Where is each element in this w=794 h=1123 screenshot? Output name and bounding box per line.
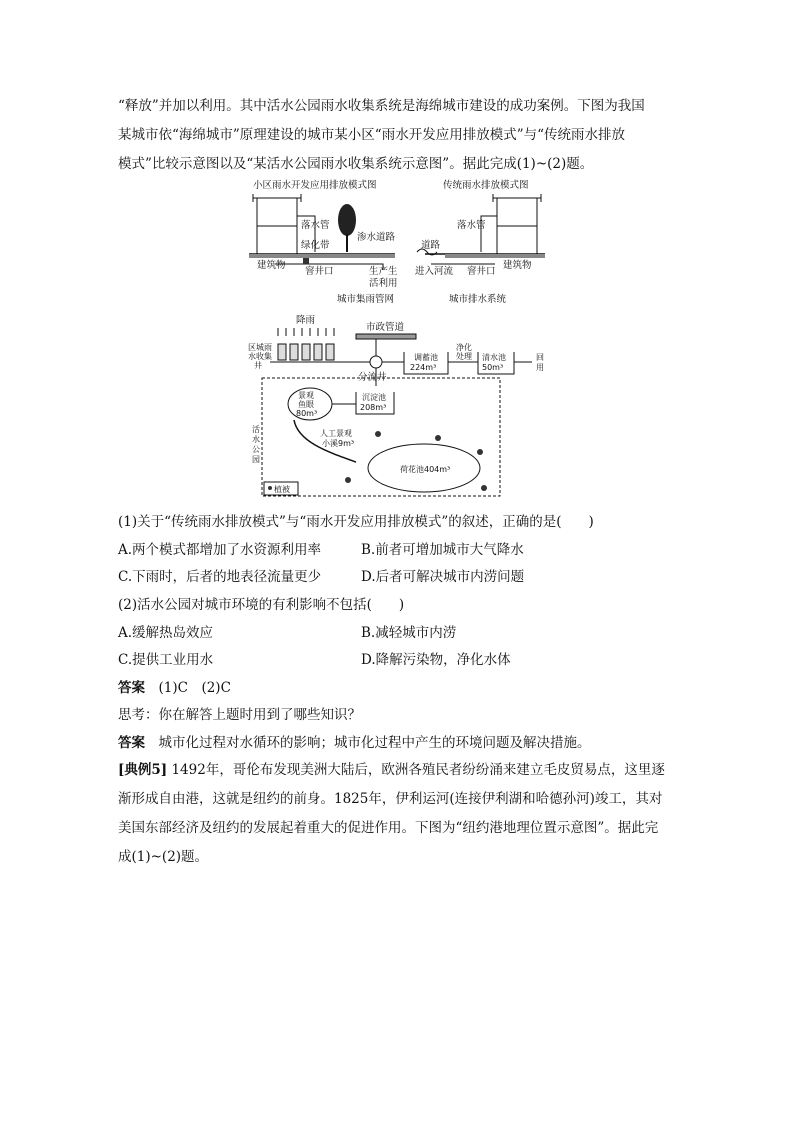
answer-2	[118, 731, 591, 751]
municipal-label: 市政管道	[366, 322, 405, 333]
right-figure-title: 传统雨水排放模式图	[443, 180, 529, 191]
answer-1-label: 答案	[118, 680, 145, 696]
q1-stem: (1)关于“传统雨水排放模式”与“雨水开发应用排放模式”的叙述，正确的是( )	[118, 514, 594, 530]
intro-line-3: 模式”比较示意图以及“某活水公园雨水收集系统示意图”。据此完成(1)~(2)题。	[118, 156, 594, 172]
collection-wells-icon	[278, 344, 334, 360]
q1-option-d: D.后者可解决城市内涝问题	[361, 569, 525, 585]
collect-label-1: 区城雨	[248, 343, 272, 352]
q2-option-d: D.降解污染物，净化水体	[361, 652, 511, 668]
purify-label-2: 处理	[456, 352, 472, 361]
right-manhole-label: 窨井口	[467, 266, 496, 277]
clear-label: 清水池	[482, 353, 506, 362]
example5-line-4: 成(1)~(2)题。	[118, 849, 209, 865]
right-ground-fill	[445, 254, 545, 258]
purify-label-1: 净化	[456, 343, 472, 352]
municipal-pipe	[356, 334, 416, 339]
q1-option-b: B.前者可增加城市大气降水	[361, 542, 524, 558]
clear-volume: 50m³	[482, 363, 504, 372]
fish-label-1: 景观	[298, 391, 314, 400]
settle-label-1: 沉淀池	[362, 393, 386, 402]
answer-2-text: 城市化过程对水循环的影响；城市化过程中产生的环境问题及解决措施。	[158, 735, 591, 751]
answer-1-text: (1)C (2)C	[158, 680, 231, 696]
right-building-label: 建筑物	[503, 260, 532, 271]
tree-icon	[338, 204, 356, 252]
rain-label: 降雨	[296, 315, 316, 326]
left-building	[253, 194, 301, 254]
vegetation-label: 植被	[274, 485, 290, 494]
intro-line-2: 某城市依“海绵城市”原理建设的城市某小区“雨水开发应用排放模式”与“传统雨水排放	[118, 127, 626, 143]
left-downpipe-label: 落水管	[301, 220, 330, 231]
tank-label: 调蓄池	[414, 353, 438, 362]
q1-option-c: C.下雨时，后者的地表径流量更少	[118, 569, 322, 585]
collect-label-2: 水收集	[248, 352, 272, 361]
answer-1	[118, 676, 231, 696]
q2-stem: (2)活水公园对城市环境的有利影响不包括( )	[118, 597, 405, 613]
collect-label-3: 井	[254, 361, 262, 370]
reuse-label-2: 用	[536, 363, 544, 372]
left-figure-title: 小区雨水开发应用排放模式图	[253, 180, 377, 191]
example5-line-1	[118, 758, 665, 778]
tank-volume: 224m³	[410, 363, 437, 372]
park-label-4: 园	[252, 455, 260, 464]
park-label-1: 活	[252, 425, 260, 434]
left-caption: 城市集雨管网	[337, 294, 395, 305]
park-rainwater-system-figure	[248, 312, 554, 500]
permeable-road-label: 渗水道路	[357, 232, 396, 243]
stream-label-1: 人工景观	[320, 429, 352, 438]
example5-text-1: 1492年，哥伦布发现美洲大陆后，欧洲各殖民者纷纷涌来建立毛皮贸易点，这里逐	[171, 762, 665, 778]
example5-tag: [典例5]	[118, 762, 168, 778]
example5-line-3: 美国东部经济及纽约的发展起着重大的促进作用。下图为“纽约港地理位置示意图”。据此完	[118, 820, 659, 836]
example5-line-2: 渐形成自由港，这就是纽约的前身。1825年，伊利运河(连接伊利湖和哈德孙河)竣工，其对	[118, 791, 663, 807]
left-building-label: 建筑物	[257, 260, 286, 271]
split-label: 分流井	[358, 372, 387, 383]
fish-label-3: 80m³	[296, 409, 318, 418]
q2-option-b: B.减轻城市内涝	[361, 625, 457, 641]
left-ground-fill	[249, 254, 395, 258]
q2-option-c: C.提供工业用水	[118, 652, 214, 668]
settle-label-2: 208m³	[360, 403, 387, 412]
think-question: 思考：你在解答上题时用到了哪些知识？	[118, 707, 361, 723]
reuse-label-1: 生产生	[369, 266, 398, 277]
q2-option-a: A.缓解热岛效应	[118, 625, 214, 641]
stream-label-2: 小溪9m³	[322, 439, 355, 448]
lotus-label: 荷花池404m³	[400, 465, 451, 474]
answer-2-label: 答案	[118, 735, 145, 751]
right-downpipe-label: 落水管	[457, 220, 486, 231]
reuse-label-2: 活利用	[369, 278, 398, 289]
to-river-label: 进入河流	[415, 266, 454, 277]
rain-arrows-icon	[278, 328, 334, 336]
q1-option-a: A.两个模式都增加了水资源利用率	[118, 542, 322, 558]
right-caption: 城市排水系统	[449, 294, 507, 305]
intro-line-1: “释放”并加以利用。其中活水公园雨水收集系统是海绵城市建设的成功案例。下图为我国	[118, 98, 645, 114]
right-road-label: 道路	[421, 240, 441, 251]
right-building	[493, 194, 541, 254]
park-label-2: 水	[252, 435, 260, 444]
rainwater-mode-comparison-figure	[245, 176, 555, 306]
park-label-3: 公	[252, 445, 260, 454]
greenbelt-label: 绿化带	[301, 240, 330, 251]
fish-label-2: 鱼眼	[298, 400, 314, 409]
reuse-label-1: 回	[536, 353, 544, 362]
left-manhole-label: 窨井口	[305, 266, 334, 277]
split-well-icon	[370, 356, 382, 368]
